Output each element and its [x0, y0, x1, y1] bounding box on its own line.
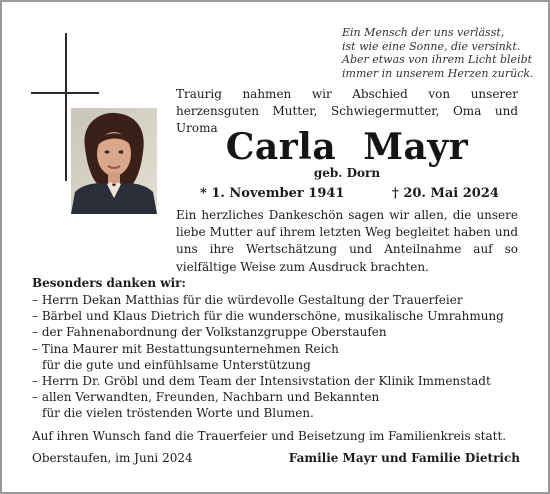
- cross-icon: [65, 33, 67, 181]
- special-thanks-list: [32, 292, 522, 422]
- maiden-name: geb. Dorn: [313, 166, 381, 180]
- intro-text: Traurig nahmen wir Abschied von unserer herzensguten Mutter, Schwiegermutter, Oma und Uroma: [176, 87, 518, 135]
- place-date: Oberstaufen, im Juni 2024: [32, 451, 193, 465]
- quote-line: ist wie eine Sonne, die versinkt.: [342, 39, 521, 53]
- list-item: – der Fahnenabordnung der Volkstanzgruppe Oberstaufen: [32, 325, 387, 340]
- quote-line: Aber etwas von ihrem Licht bleibt: [342, 53, 533, 66]
- portrait-photo: [71, 108, 157, 214]
- list-item: – Herrn Dr. Gröbl und dem Team der Intensivstation der Klinik Immenstadt: [32, 374, 491, 389]
- death-date: † 20. Mai 2024: [392, 186, 499, 201]
- memorial-quote: [342, 26, 532, 80]
- thanks-text: Ein herzliches Dankeschön sagen wir allen, die unsere liebe Mutter auf ihrem letzten Weg begleitet haben und uns ihre Wertschätzung und Anteilnahme auf so vielfältige Weise zum Ausdruck brachten.: [176, 208, 518, 274]
- list-item: – Tina Maurer mit Bestattungsunternehmen Reich: [32, 341, 339, 356]
- cross-icon-bar: [31, 92, 99, 94]
- special-thanks-heading: Besonders danken wir:: [32, 276, 186, 290]
- list-item: – Herrn Dekan Matthias für die würdevolle Gestaltung der Trauerfeier: [32, 293, 463, 307]
- list-item-continuation: für die vielen tröstenden Worte und Blumen.: [42, 406, 314, 421]
- family-signature: Familie Mayr und Familie Dietrich: [288, 451, 520, 465]
- deceased-name: Carla Mayr: [225, 126, 469, 168]
- quote-line: immer in unserem Herzen zurück.: [342, 66, 534, 80]
- list-item: – Bärbel und Klaus Dietrich für die wunderschöne, musikalische Umrahmung: [32, 309, 504, 324]
- quote-line: Ein Mensch der uns verlässt,: [342, 26, 505, 39]
- list-item-continuation: für die gute und einfühlsame Unterstützung: [42, 357, 311, 372]
- birth-date: * 1. November 1941: [200, 186, 345, 201]
- list-item: – allen Verwandten, Freunden, Nachbarn und Bekannten: [32, 390, 380, 405]
- closing-text: Auf ihren Wunsch fand die Trauerfeier und Beisetzung im Familienkreis statt.: [32, 429, 507, 443]
